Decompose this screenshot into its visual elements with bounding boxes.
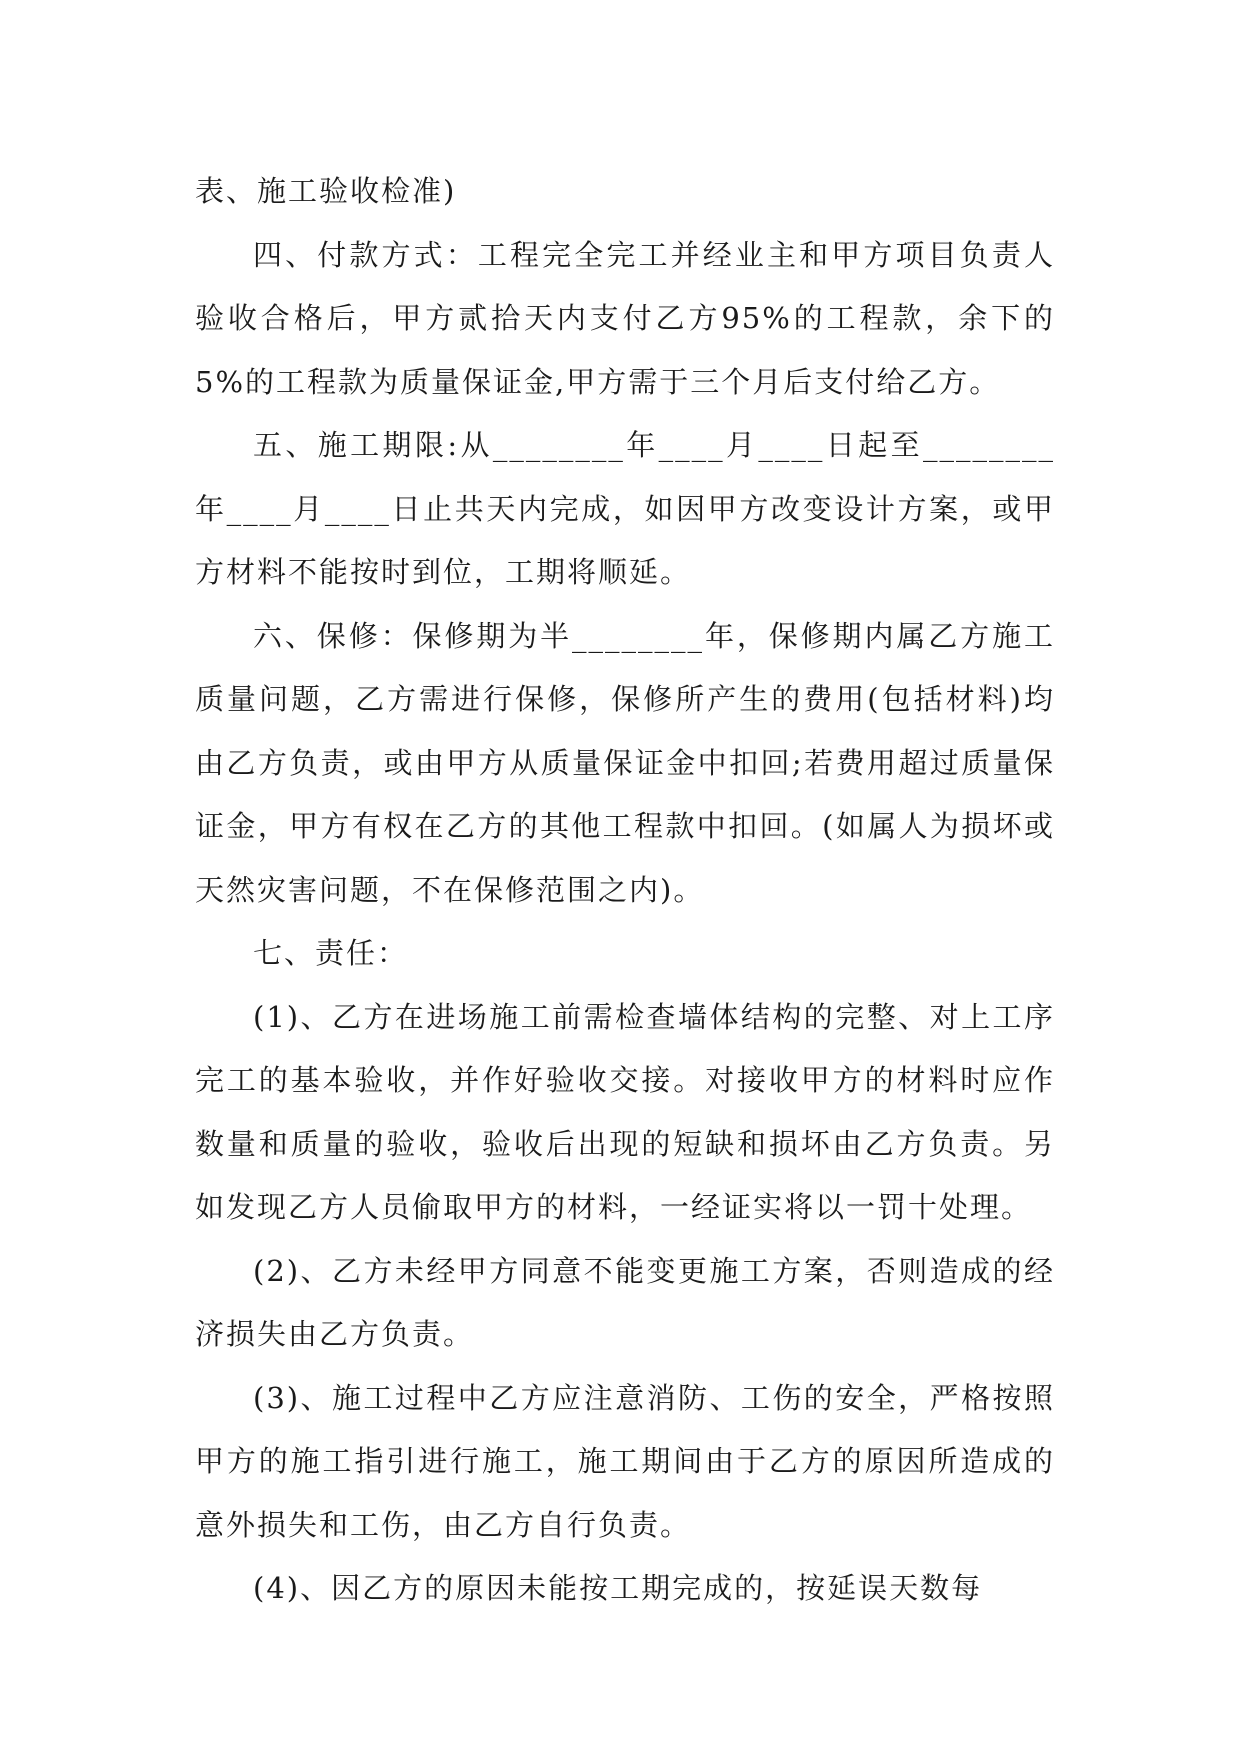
paragraph-continuation: 表、施工验收检准) xyxy=(195,174,457,208)
paragraph-construction-period: 五、施工期限:从________年____月____日起至________年____月____日止共天内完成，如因甲方改变设计方案，或甲方材料不能按时到位，工期将顺延。 xyxy=(195,428,1055,589)
paragraph-responsibility-2: (2)、乙方未经甲方同意不能变更施工方案，否则造成的经济损失由乙方负责。 xyxy=(195,1253,1055,1351)
paragraph-responsibility-heading: 七、责任： xyxy=(253,936,409,970)
paragraph-responsibility-3: (3)、施工过程中乙方应注意消防、工伤的安全，严格按照甲方的施工指引进行施工，施工期间由于乙方的原因所造成的意外损失和工伤，由乙方自行负责。 xyxy=(195,1380,1055,1542)
paragraph-responsibility-4: (4)、因乙方的原因未能按工期完成的，按延误天数每 xyxy=(253,1571,983,1605)
paragraph-responsibility-1: (1)、乙方在进场施工前需检查墙体结构的完整、对上工序完工的基本验收，并作好验收交接。对接收甲方的材料时应作数量和质量的验收，验收后出现的短缺和损坏由乙方负责。另如发现乙方人员偷取甲方的材料，一经证实将以一罚十处理。 xyxy=(195,999,1055,1224)
paragraph-payment-terms: 四、付款方式：工程完全完工并经业主和甲方项目负责人验收合格后，甲方贰拾天内支付乙方95%的工程款，余下的5%的工程款为质量保证金,甲方需于三个月后支付给乙方。 xyxy=(195,237,1055,399)
paragraph-warranty: 六、保修：保修期为半________年，保修期内属乙方施工质量问题，乙方需进行保修，保修所产生的费用(包括材料)均由乙方负责，或由甲方从质量保证金中扣回;若费用超过质量保证金，甲方有权在乙方的其他工程款中扣回。(如属人为损坏或天然灾害问题，不在保修范围之内)。 xyxy=(195,618,1055,907)
document-body xyxy=(195,160,1055,1621)
